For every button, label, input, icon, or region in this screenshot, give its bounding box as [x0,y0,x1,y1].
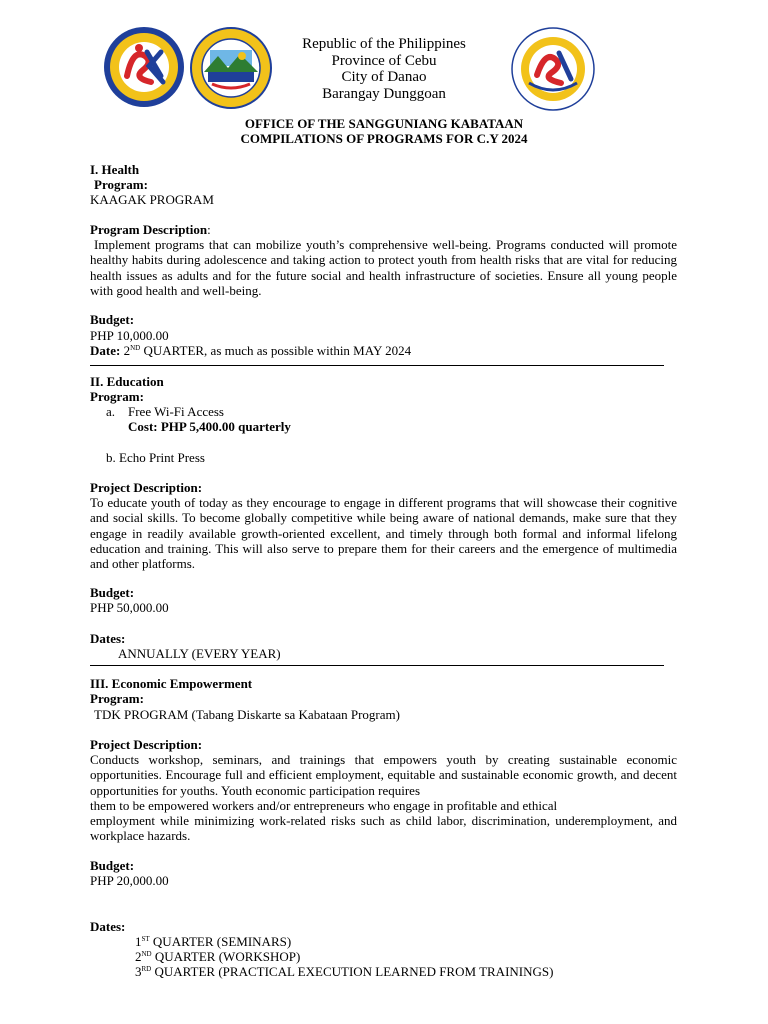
health-heading: I. Health [90,162,140,177]
health-budget-label: Budget: [90,312,135,327]
city-of-danao-sk-logo [103,26,185,108]
health-date-sup: ND [130,344,141,352]
economic-program-name: TDK PROGRAM (Tabang Diskarte sa Kabataan Program) [94,707,400,722]
economic-program-label: Program: [90,691,144,706]
education-description: To educate youth of today as they encourage to engage in different programs that will showcase their cognitive and social skills. To become globally competitive while being aware of national demands, make sure that they engage in readily available growth-oriented excellent, and timely through both formal and informal lifelong education and training. This will also serve to prepare them for their careers and the emergence of multimedia and other platforms. [90,495,677,572]
health-budget-value: PHP 10,000.00 [90,328,169,343]
education-heading: II. Education [90,374,164,389]
education-dates-label: Dates: [90,631,126,646]
health-date [90,343,677,358]
economic-dates-label: Dates: [90,919,126,934]
health-description-label [90,222,677,237]
section-divider [90,665,664,666]
economic-date-sup: RD [141,965,152,973]
office-title: OFFICE OF THE SANGGUNIANG KABATAAN [244,116,524,131]
education-budget-label: Budget: [90,585,135,600]
economic-date-text: QUARTER (SEMINARS) [149,934,292,949]
education-item-a-cost: Cost: PHP 5,400.00 quarterly [128,419,291,434]
health-description: Implement programs that can mobilize youth’s comprehensive well-being. Programs conducted will promote healthy habits during adolescence and taking action to protect youth from health risks that are vital for reducing health issues as adults and for the future social and health infrastructure of societies. Ensure all young people with good health and well-being. [90,237,677,298]
health-date-label: Date: [90,343,121,358]
economic-date-num: 3 [135,964,142,979]
economic-date-sup: ND [141,950,152,958]
economic-description-part2: them to be empowered workers and/or entrepreneurs who engage in profitable and ethical [90,798,558,813]
header-city: City of Danao [341,69,427,85]
education-program-label: Program: [90,389,144,404]
health-program-label: Program: [94,177,148,192]
economic-date-text: QUARTER (WORKSHOP) [151,949,301,964]
education-item-b: b. Echo Print Press [106,450,205,465]
economic-date-item [135,949,300,964]
economic-heading: III. Economic Empowerment [90,676,253,691]
sk-barangay-dunggoan-logo [511,27,595,111]
header-republic: Republic of the Philippines [302,36,466,52]
economic-budget-label: Budget: [90,858,135,873]
economic-description-part1: Conducts workshop, seminars, and trainings that empowers youth by creating sustainable economic opportunities. Encourage full and efficient employment, equitable and sustainable economic growth, and decent opportunities for youths. Youth economic participation requires [90,752,677,798]
education-item-a: Free Wi-Fi Access [128,404,224,419]
health-date-num: 2 [123,343,131,358]
economic-description-part3: employment while minimizing work-related risks such as child labor, discrimination, underemployment, and workplace hazards. [90,813,677,844]
economic-date-text: QUARTER (PRACTICAL EXECUTION LEARNED FROM TRAININGS) [151,964,554,979]
health-program-name: KAAGAK PROGRAM [90,192,214,207]
economic-date-num: 2 [135,949,142,964]
header-barangay: Barangay Dunggoan [322,86,446,102]
economic-date-num: 1 [135,934,142,949]
education-description-label: Project Description: [90,480,203,495]
education-item-a-marker: a. [106,404,116,419]
economic-date-item [135,964,553,979]
compilation-title: COMPILATIONS OF PROGRAMS FOR C.Y 2024 [240,131,528,146]
header-province: Province of Cebu [331,53,437,69]
economic-budget-value: PHP 20,000.00 [90,873,169,888]
health-desc-colon: : [207,222,211,237]
education-dates-value: ANNUALLY (EVERY YEAR) [118,646,281,661]
economic-date-sup: ST [141,935,150,943]
education-budget-value: PHP 50,000.00 [90,600,169,615]
section-divider [90,365,664,366]
economic-date-item [135,934,291,949]
economic-description-label: Project Description: [90,737,203,752]
health-desc-label-text: Program Description [90,222,208,237]
health-date-rest: QUARTER, as much as possible within MAY 2024 [140,343,412,358]
